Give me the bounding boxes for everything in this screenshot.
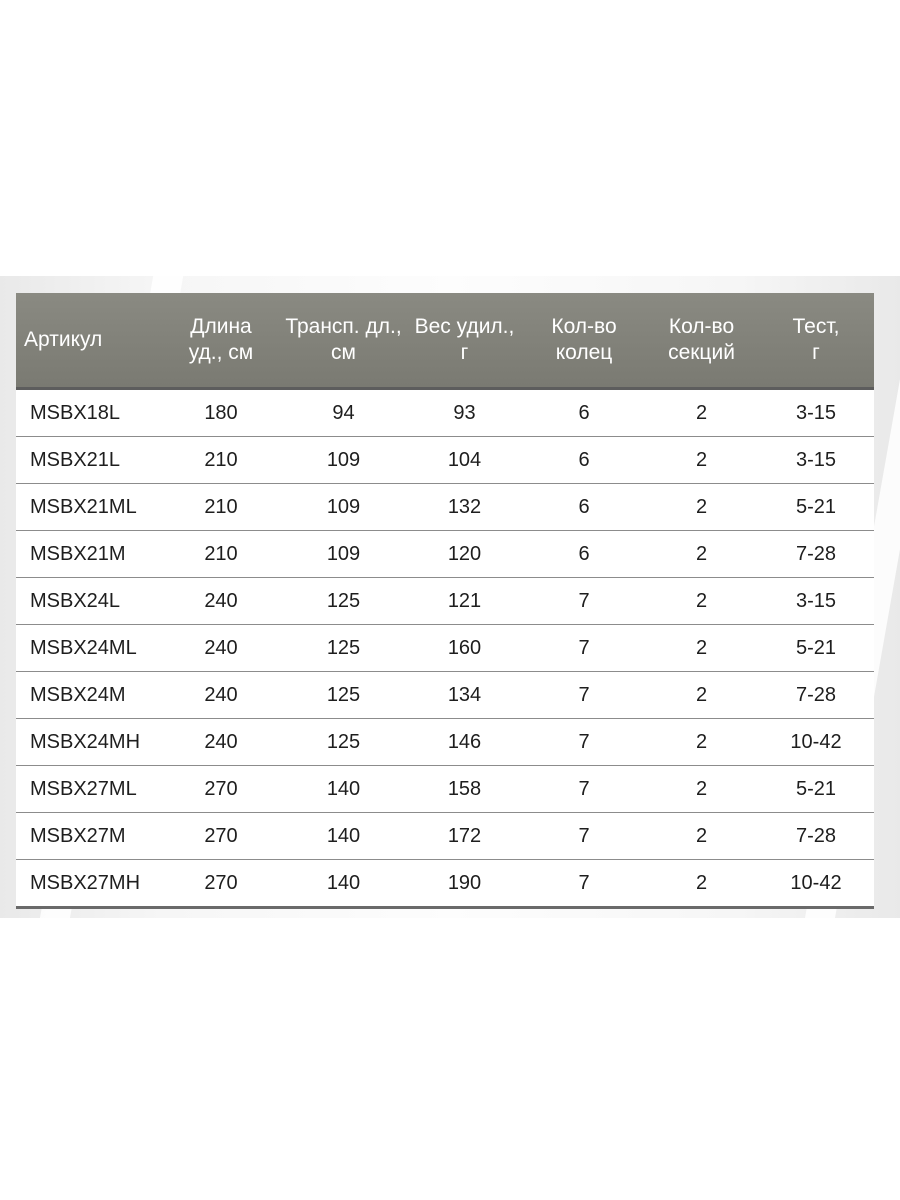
cell-sections: 2 <box>645 860 758 908</box>
column-header-length <box>161 293 281 389</box>
table-row <box>16 437 874 484</box>
cell-test: 10-42 <box>758 719 874 766</box>
table-row <box>16 672 874 719</box>
cell-length: 270 <box>161 813 281 860</box>
cell-test: 5-21 <box>758 625 874 672</box>
cell-transport-length: 140 <box>281 766 406 813</box>
table-header-row <box>16 293 874 389</box>
header-line: Трансп. дл., <box>285 315 402 338</box>
header-line: Вес удил., <box>414 315 515 338</box>
cell-article: MSBX27M <box>16 813 161 860</box>
header-line: г <box>812 341 820 364</box>
header-line: Длина <box>190 315 252 338</box>
cell-guides: 6 <box>523 437 645 484</box>
cell-weight: 158 <box>406 766 523 813</box>
cell-transport-length: 140 <box>281 813 406 860</box>
cell-article: MSBX24L <box>16 578 161 625</box>
cell-sections: 2 <box>645 437 758 484</box>
cell-length: 210 <box>161 484 281 531</box>
cell-length: 270 <box>161 766 281 813</box>
column-header-transport-length <box>281 293 406 389</box>
cell-test: 3-15 <box>758 389 874 437</box>
cell-guides: 6 <box>523 484 645 531</box>
column-header-weight <box>406 293 523 389</box>
table-row <box>16 860 874 908</box>
header-line: Кол-во <box>551 315 617 338</box>
cell-transport-length: 109 <box>281 531 406 578</box>
cell-test: 3-15 <box>758 578 874 625</box>
header-line: см <box>331 341 356 364</box>
cell-guides: 7 <box>523 672 645 719</box>
cell-transport-length: 125 <box>281 578 406 625</box>
cell-test: 7-28 <box>758 531 874 578</box>
cell-article: MSBX24M <box>16 672 161 719</box>
cell-article: MSBX27ML <box>16 766 161 813</box>
table-body <box>16 389 874 908</box>
cell-guides: 7 <box>523 813 645 860</box>
cell-test: 7-28 <box>758 813 874 860</box>
cell-sections: 2 <box>645 813 758 860</box>
table-row <box>16 719 874 766</box>
column-header-article <box>16 293 161 389</box>
cell-weight: 132 <box>406 484 523 531</box>
header-line: секций <box>668 341 735 364</box>
header-line: Кол-во <box>668 315 735 338</box>
cell-weight: 160 <box>406 625 523 672</box>
cell-test: 7-28 <box>758 672 874 719</box>
cell-weight: 93 <box>406 389 523 437</box>
cell-sections: 2 <box>645 672 758 719</box>
cell-sections: 2 <box>645 625 758 672</box>
cell-transport-length: 125 <box>281 719 406 766</box>
cell-guides: 7 <box>523 578 645 625</box>
cell-length: 210 <box>161 437 281 484</box>
cell-length: 240 <box>161 672 281 719</box>
table-row <box>16 625 874 672</box>
cell-sections: 2 <box>645 389 758 437</box>
column-header-guides <box>523 293 645 389</box>
cell-sections: 2 <box>645 484 758 531</box>
cell-guides: 7 <box>523 625 645 672</box>
cell-transport-length: 125 <box>281 672 406 719</box>
cell-transport-length: 109 <box>281 484 406 531</box>
cell-weight: 146 <box>406 719 523 766</box>
rod-specifications-table <box>16 293 874 909</box>
cell-guides: 6 <box>523 531 645 578</box>
cell-length: 270 <box>161 860 281 908</box>
cell-transport-length: 94 <box>281 389 406 437</box>
header-line: Артикул <box>24 328 103 351</box>
cell-weight: 134 <box>406 672 523 719</box>
cell-sections: 2 <box>645 719 758 766</box>
cell-weight: 121 <box>406 578 523 625</box>
cell-length: 240 <box>161 719 281 766</box>
cell-article: MSBX27MH <box>16 860 161 908</box>
cell-article: MSBX21L <box>16 437 161 484</box>
header-line: уд., см <box>188 341 254 364</box>
cell-article: MSBX24MH <box>16 719 161 766</box>
table-row <box>16 531 874 578</box>
cell-guides: 7 <box>523 766 645 813</box>
cell-guides: 7 <box>523 860 645 908</box>
table-row <box>16 813 874 860</box>
cell-article: MSBX21ML <box>16 484 161 531</box>
cell-guides: 7 <box>523 719 645 766</box>
cell-weight: 172 <box>406 813 523 860</box>
header-line: Тест, <box>792 315 840 338</box>
cell-transport-length: 125 <box>281 625 406 672</box>
cell-guides: 6 <box>523 389 645 437</box>
cell-length: 180 <box>161 389 281 437</box>
cell-test: 5-21 <box>758 766 874 813</box>
cell-transport-length: 140 <box>281 860 406 908</box>
cell-sections: 2 <box>645 578 758 625</box>
cell-length: 240 <box>161 625 281 672</box>
cell-weight: 190 <box>406 860 523 908</box>
cell-article: MSBX24ML <box>16 625 161 672</box>
cell-sections: 2 <box>645 531 758 578</box>
cell-transport-length: 109 <box>281 437 406 484</box>
cell-weight: 120 <box>406 531 523 578</box>
column-header-sections <box>645 293 758 389</box>
table-row <box>16 484 874 531</box>
cell-test: 5-21 <box>758 484 874 531</box>
cell-test: 10-42 <box>758 860 874 908</box>
cell-length: 210 <box>161 531 281 578</box>
cell-length: 240 <box>161 578 281 625</box>
cell-article: MSBX18L <box>16 389 161 437</box>
table-row <box>16 578 874 625</box>
column-header-test <box>758 293 874 389</box>
table-row <box>16 766 874 813</box>
cell-weight: 104 <box>406 437 523 484</box>
table-row <box>16 389 874 437</box>
cell-test: 3-15 <box>758 437 874 484</box>
header-line: колец <box>555 341 613 364</box>
cell-sections: 2 <box>645 766 758 813</box>
header-line: г <box>460 341 469 364</box>
cell-article: MSBX21M <box>16 531 161 578</box>
